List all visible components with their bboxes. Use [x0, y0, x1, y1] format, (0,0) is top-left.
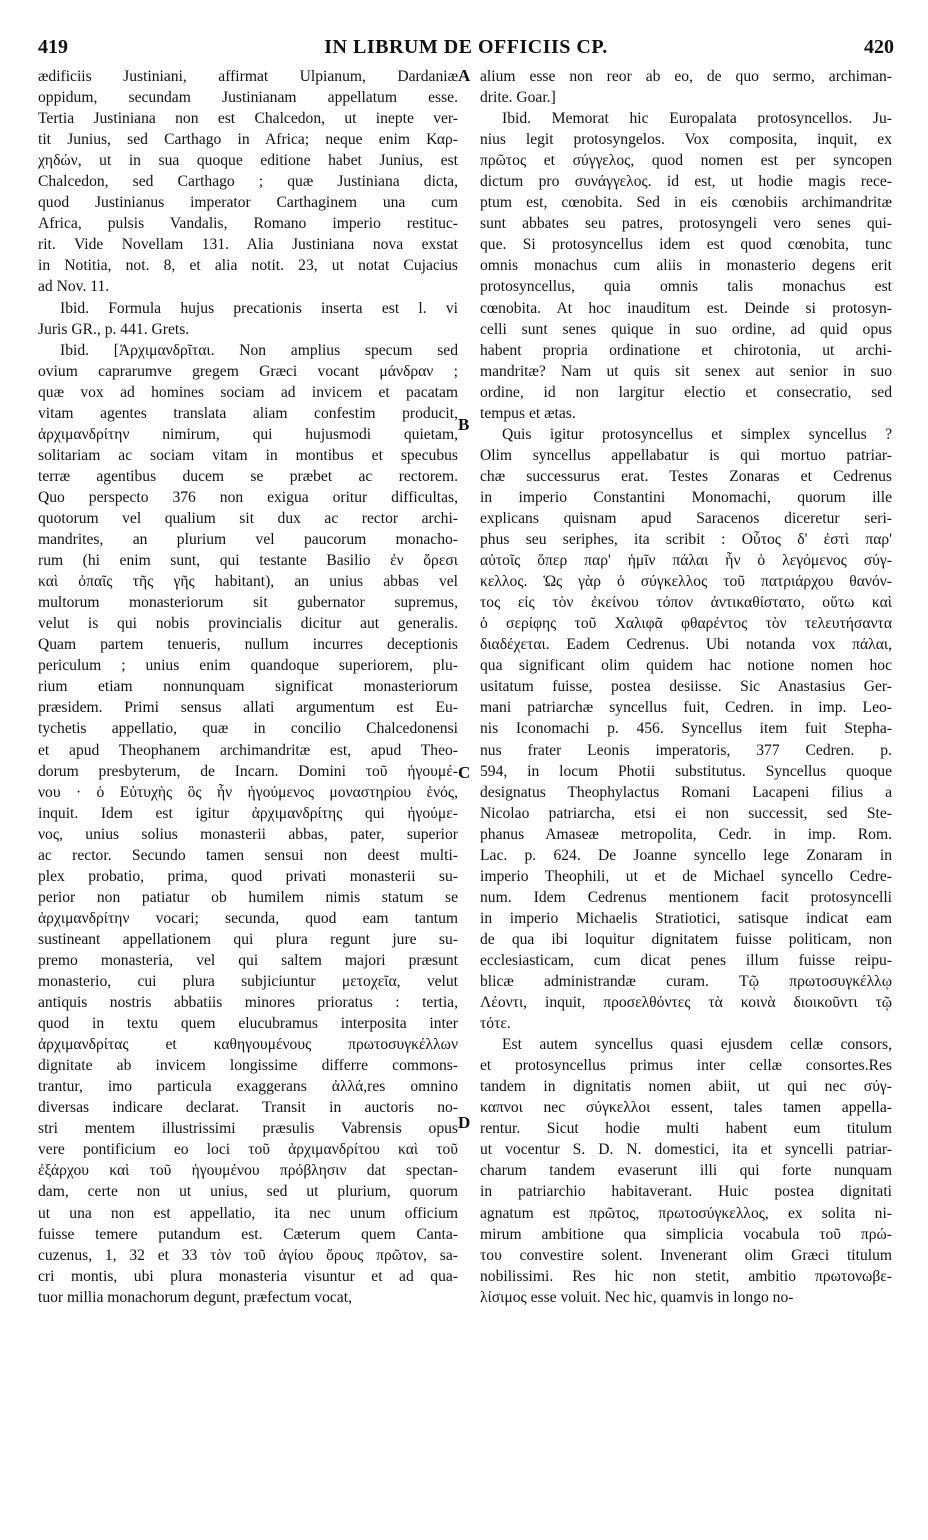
text-line: νος, unius solius monasterii abbas, pater, superior: [38, 825, 458, 843]
text-line: phus seu seriphes, ita scribit : Οὗτος δ' ἐστὶ παρ': [480, 531, 892, 549]
text-line: velut is qui nobis provincialis dicitur aut generalis.: [38, 615, 458, 633]
text-line: ecclesiasticam, cum dicat penes illum fuisse reipu-: [480, 951, 892, 969]
text-line: habent propria ordinatione et chirotonia, ut archi-: [480, 341, 892, 359]
text-line: tychetis appellatio, quæ in concilio Chalcedonensi: [38, 720, 458, 738]
running-header: [38, 36, 894, 60]
text-line: præsidem. Primi sensus allati argumentum est Eu-: [38, 699, 458, 717]
text-line: quod in textu quem elucubramus interposita inter: [38, 1015, 458, 1033]
text-line: perior non patiatur ob humilem nimis statum se: [38, 888, 458, 906]
text-line: Ibid. Formula hujus precationis inserta est l. vi: [60, 299, 458, 317]
text-line: phanus Amaseæ metropolita, Cedr. in imp. Rom.: [480, 825, 892, 843]
text-line: dorum presbyterum, de Incarn. Domini τοῦ ἡγουμέ-: [38, 762, 458, 780]
text-line: imperio Theophili, ut et de Michael syncello Cedre-: [480, 867, 892, 885]
text-line: multorum monasteriorum sit gubernator supremus,: [38, 594, 458, 612]
text-line: πρῶτος et σύγγελος, quod nomen est per syncopen: [480, 152, 892, 170]
text-line: του convestire solent. Invenerant olim Græci titulum: [480, 1246, 892, 1264]
text-line: protosyncellus, quia omnis talis monachus est: [480, 278, 892, 296]
text-line: nis Iconomachi p. 456. Syncellus item fuit Stepha-: [480, 720, 892, 738]
section-marker-d: D: [458, 1113, 471, 1132]
text-line: que. Si protosyncellus idem est quod cœnobita, tunc: [480, 236, 892, 254]
text-line: νου · ὁ Εὐτυχὴς ὃς ἦν ἡγούμενος μοναστηρίου ἑνός,: [38, 783, 458, 801]
text-line: solitariam ac sociam vitam in montibus et specubus: [38, 446, 458, 464]
text-line: ordine, id non largitur electio et consecratio, sed: [480, 383, 892, 401]
text-line: sunt abbates seu patres, protosyngeli vero senes qui-: [480, 215, 892, 233]
right-column: [480, 66, 892, 1308]
text-line: ὁ σερίφης τοῦ Χαλιφᾶ φθαρέντος τὸν τελευτήσαντα: [480, 615, 892, 633]
text-line: oppidum, secundam Justinianam appellatum esse.: [38, 89, 458, 107]
text-line: explicans quisnam apud Saracenos diceretur seri-: [480, 509, 892, 527]
text-line: mani patriarchæ syncellus fuit, Cedren. in imp. Leo-: [480, 699, 892, 717]
text-line: χηδών, ut in sua quoque editione habet Junius, est: [38, 152, 458, 170]
text-line: inquit. Idem est igitur ἀρχιμανδρίτης qui ἡγούμε-: [38, 804, 458, 822]
text-line: καὶ ὀπαῖς τῆς γῆς habitant), an unius abbas vel: [38, 573, 458, 591]
text-line: quotorum vel qualium sit dux ac rector archi-: [38, 509, 458, 527]
text-line: vitam agentes translata aliam confestim producit,: [38, 404, 458, 422]
page-number-left: 419: [38, 36, 68, 58]
text-line: Quam partem tenueris, nullum incurres deceptionis: [38, 636, 458, 654]
text-line: plex probatio, prima, quod privati monasterii su-: [38, 867, 458, 885]
text-line: periculum ; unius enim quandoque superiorem, plu-: [38, 657, 458, 675]
text-line: ἀρχιμανδρίτην nimirum, qui hujusmodi quietam,: [38, 425, 458, 443]
text-line: rit. Vide Novellam 131. Alia Justiniana nova exstat: [38, 236, 458, 254]
text-line: qua significant olim quidem hac notione nomen hoc: [480, 657, 892, 675]
text-line: rum (hi enim sunt, qui testante Basilio ἐν ὄρεσι: [38, 552, 458, 570]
text-line: in imperio Constantini Monomachi, quorum ille: [480, 488, 892, 506]
text-line: cuzenus, 1, 32 et 33 τὸν τοῦ ἁγίου ὄρους πρῶτον, sa-: [38, 1246, 458, 1264]
text-line: diversas indicare declarat. Transit in auctoris no-: [38, 1099, 458, 1117]
text-line: fuisse temere putandum est. Cæterum quem Canta-: [38, 1225, 458, 1243]
text-line: dictum pro συνάγγελος. id est, ut hodie magis rece-: [480, 173, 892, 191]
text-line: quæ vox ad homines sociam ad invicem et pacatam: [38, 383, 458, 401]
text-line: Olim syncellus appellabatur is qui mortuo patriar-: [480, 446, 892, 464]
text-line: ac rector. Secundo tamen sensui non deest multi-: [38, 846, 458, 864]
text-line: ad Nov. 11.: [38, 278, 110, 296]
text-line: charum tandem evaserunt illi qui forte nunquam: [480, 1162, 892, 1180]
page-number-right: 420: [864, 36, 894, 58]
text-line: tandem in dignitatis nomen abiit, ut qui nec σύγ-: [480, 1078, 892, 1096]
text-line: τος εἰς τὸν ἐκείνου τόπον ἀντικαθίστατο, οὕτω καὶ: [480, 594, 892, 612]
text-line: designatus Theophylactus Romani Lacapeni filius a: [480, 783, 892, 801]
text-line: blicæ administrandæ curam. Τῷ πρωτοσυγκέλλῳ: [480, 973, 892, 991]
text-line: διαδέχεται. Eadem Cedrenus. Ubi notanda vox πάλαι,: [480, 636, 892, 654]
text-line: de qua ibi loquitur dignitatem fuisse politicam, non: [480, 930, 892, 948]
text-line: mandritæ? Nam ut quis sit senex aut senior in suo: [480, 362, 892, 380]
text-line: quod Justinianus imperator Carthaginem una cum: [38, 194, 458, 212]
text-line: Lac. p. 624. De Joanne syncello lege Zonaram in: [480, 846, 892, 864]
section-marker-c: C: [458, 763, 471, 782]
text-line: Ibid. Memorat hic Europalata protosyncellos. Ju-: [502, 110, 892, 128]
text-line: in imperio Michaelis Stratiotici, satisque indicat eam: [480, 909, 892, 927]
text-line: nobilissimi. Res hic non stetit, ambitio πρωτονωβε-: [480, 1267, 892, 1285]
text-line: et apud Theophanem archimandritæ est, apud Theo-: [38, 741, 458, 759]
text-line: Juris GR., p. 441. Grets.: [38, 320, 190, 338]
text-line: αὐτοῖς ὅπερ παρ' ἡμῖν πάλαι ἦν ὁ λεγόμενος σύγ-: [480, 552, 892, 570]
text-line: mirum ambitione qua simplicia vocabula τοῦ πρώ-: [480, 1225, 892, 1243]
text-line: cœnobita. At hoc inauditum est. Deinde si protosyn-: [480, 299, 892, 317]
text-line: ut vocentur S. D. N. domestici, ita et syncelli patriar-: [480, 1141, 892, 1159]
text-line: nius legit protosyngelos. Vox composita, inquit, ex: [480, 131, 892, 149]
text-line: ptum est, cœnobita. Sed in eis cœnobiis archimandritæ: [480, 194, 892, 212]
text-line: ut una non est appellatio, ita nec unum officium: [38, 1204, 458, 1222]
text-line: Africa, pulsis Vandalis, Romano imperio restituc-: [38, 215, 458, 233]
text-line: trantur, imo particula exaggerans ἀλλά,res omnino: [38, 1078, 458, 1096]
left-column: [38, 66, 458, 1308]
text-line: Ibid. [Ἀρχιμανδρῖται. Non amplius specum sed: [60, 341, 458, 359]
text-line: rium etiam nonnunquam significat monasteriorum: [38, 678, 458, 696]
text-line: tuor millia monachorum degunt, præfectum vocat,: [38, 1288, 352, 1306]
text-line: et protosyncellus primus inter cellæ consortes.Res: [480, 1057, 892, 1075]
text-line: sustineant appellationem qui plura regunt jure su-: [38, 930, 458, 948]
text-line: rentur. Sicut hodie multi habent eum titulum: [480, 1120, 892, 1138]
section-marker-b: B: [458, 415, 470, 434]
text-line: nus frater Leonis imperatoris, 377 Cedren. p.: [480, 741, 892, 759]
text-line: ovium caprarumve gregem Græci vocant μάνδραν ;: [38, 362, 458, 380]
text-line: Tertia Justiniana non est Chalcedon, ut inepte ver-: [38, 110, 458, 128]
text-line: dam, certe non ut unius, sed ut plurium, quorum: [38, 1183, 458, 1201]
text-line: λίσιμος esse voluit. Nec hic, quamvis in longo no-: [480, 1288, 794, 1306]
text-line: Nicolao patriarcha, etsi ei non successit, sed Ste-: [480, 804, 892, 822]
text-line: alium esse non reor ab eo, de quo sermo, archiman-: [480, 68, 892, 85]
text-line: ædificiis Justiniani, affirmat Ulpianum, Dardaniæ: [38, 68, 458, 85]
text-line: antiquis nostris abbatiis minores prioratus : tertia,: [38, 994, 458, 1012]
text-line: chæ successurus erat. Testes Zonaras et Cedrenus: [480, 467, 892, 485]
text-line: vere pontificium eo loci τοῦ ἀρχιμανδρίτου καὶ τοῦ: [38, 1141, 458, 1159]
running-title: IN LIBRUM DE OFFICIIS CP.: [324, 36, 608, 58]
text-line: Quo perspecto 376 non exigua oritur difficultas,: [38, 488, 458, 506]
section-marker-a: A: [458, 66, 471, 85]
text-line: terræ agentibus ducem se præbet ac rectorem.: [38, 467, 458, 485]
text-line: Λέοντι, inquit, προσελθόντες τὰ κοινὰ διοικοῦντι τῷ: [480, 994, 892, 1012]
text-line: Chalcedon, sed Carthago ; quæ Justiniana dicta,: [38, 173, 458, 191]
text-line: 594, in locum Photii substitutus. Syncellus quoque: [480, 762, 892, 780]
text-line: agnatum est πρῶτος, πρωτοσύγκελλος, ex solita ni-: [480, 1204, 892, 1222]
text-line: ἐξάρχου καὶ τοῦ ἡγουμένου πρόβλησιν dat spectan-: [38, 1162, 458, 1180]
text-line: monasterio, cui plura subjiciuntur μετοχεῖα, velut: [38, 973, 458, 991]
text-line: usitatum fuisse, postea desiisse. Sic Anastasius Ger-: [480, 678, 892, 696]
text-line: num. Idem Cedrenus mentionem facit protosyncelli: [480, 888, 892, 906]
text-line: ἀρχιμανδρίτας et καθηγουμένους πρωτοσυγκέλλων: [38, 1036, 458, 1054]
text-line: omnis monachus cum aliis in monasterio degens erit: [480, 257, 892, 275]
text-line: tempus et ætas.: [480, 404, 576, 422]
text-line: in patriarchio habitaverant. Huic postea dignitati: [480, 1183, 892, 1201]
text-line: premo monasteria, vel qui saltem majori præsunt: [38, 951, 458, 969]
text-line: stri mentem illustrissimi præsulis Vabrensis opus: [38, 1120, 458, 1138]
text-line: Quis igitur protosyncellus et simplex syncellus ?: [502, 425, 892, 443]
text-line: dignitate ab invicem longissime differre commons-: [38, 1057, 458, 1075]
text-line: καπνοι nec σύγκελλοι essent, tales tamen appella-: [480, 1099, 892, 1117]
text-line: τότε.: [480, 1015, 511, 1033]
text-line: ἀρχιμανδρίτην vocari; secunda, quod eam tantum: [38, 909, 458, 927]
text-line: cri montis, ubi plura monasteria visuntur et ad qua-: [38, 1267, 458, 1285]
text-line: κελλος. Ὡς γὰρ ὁ σύγκελλος τοῦ πατριάρχου θανόν-: [480, 573, 892, 591]
text-line: celli sunt senes quique in suo ordine, ad quid opus: [480, 320, 892, 338]
text-line: drite. Goar.]: [480, 89, 556, 107]
text-line: Est autem syncellus quasi ejusdem cellæ consors,: [502, 1036, 892, 1054]
text-line: tit Junius, sed Carthago in Africa; neque enim Καρ-: [38, 131, 458, 149]
text-line: mandrites, an plurium vel paucorum monacho-: [38, 531, 458, 549]
text-line: in Notitia, not. 8, et alia notit. 23, ut notat Cujacius: [38, 257, 458, 275]
